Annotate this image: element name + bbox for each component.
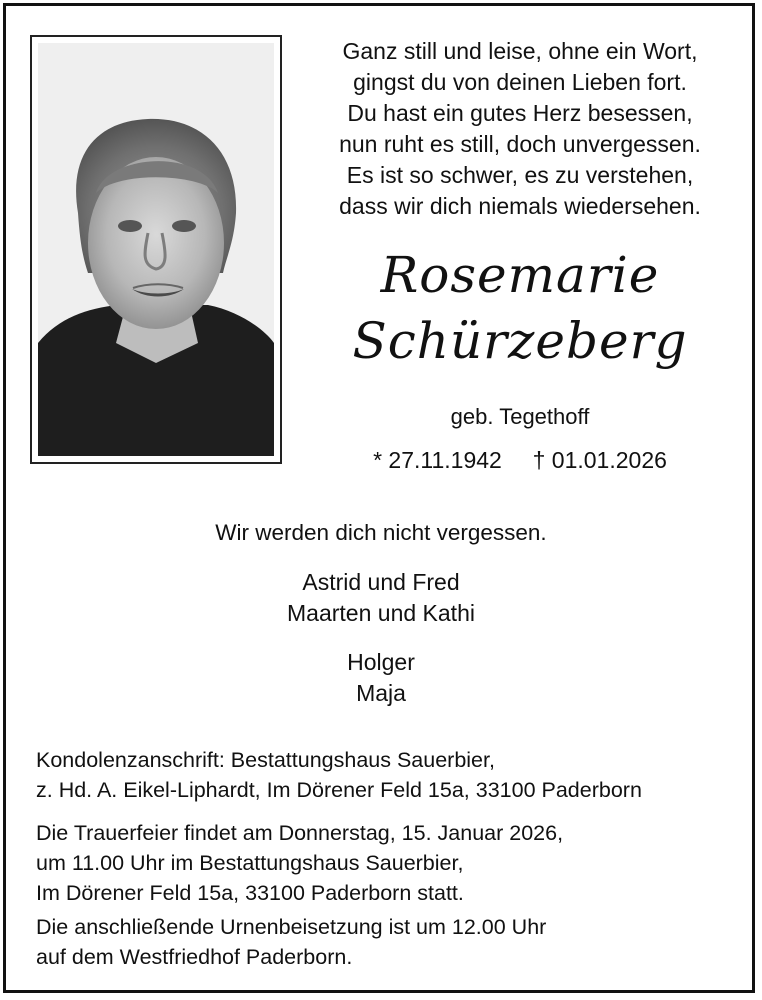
poem-line: dass wir dich niemals wiedersehen. (339, 193, 701, 219)
mourner-name: Astrid und Fred (302, 569, 460, 595)
death-symbol: † (532, 447, 546, 473)
life-dates (300, 447, 740, 474)
info-line: z. Hd. A. Eikel-Liphardt, Im Dörener Feld 15a, 33100 Paderborn (36, 778, 642, 802)
mourner-name: Maarten und Kathi (287, 600, 475, 626)
death-date: 01.01.2026 (551, 447, 667, 473)
poem-line: gingst du von deinen Lieben fort. (353, 69, 687, 95)
memorial-poem (300, 36, 740, 222)
deceased-first-name: Rosemarie (380, 246, 660, 304)
birth-name: geb. Tegethoff (450, 404, 590, 429)
poem-line: Du hast ein gutes Herz besessen, (347, 100, 693, 126)
burial-info (36, 912, 546, 972)
birth-date: 27.11.1942 (388, 447, 502, 473)
poem-line: Es ist so schwer, es zu verstehen, (346, 162, 694, 188)
mourner-name: Holger (347, 649, 415, 675)
portrait-frame (30, 35, 282, 464)
mourners-group-1 (0, 567, 762, 629)
ceremony-info (36, 818, 563, 908)
farewell-line: Wir werden dich nicht vergessen. (215, 520, 547, 545)
birth-symbol: * (373, 447, 383, 473)
info-line: Die anschließende Urnenbeisetzung ist um 12.00 Uhr (36, 915, 547, 939)
info-line: um 11.00 Uhr im Bestattungshaus Sauerbier, (36, 851, 464, 875)
deceased-last-name: Schürzeberg (352, 312, 688, 370)
info-line: Kondolenzanschrift: Bestattungshaus Sauerbier, (36, 748, 495, 772)
portrait-photo (38, 43, 274, 456)
mourners-group-2 (0, 647, 762, 709)
info-line: Im Dörener Feld 15a, 33100 Paderborn statt. (36, 881, 464, 905)
info-line: Die Trauerfeier findet am Donnerstag, 15. Januar 2026, (36, 821, 564, 845)
mourner-name: Maja (356, 680, 406, 706)
info-line: auf dem Westfriedhof Paderborn. (36, 945, 353, 969)
poem-line: nun ruht es still, doch unvergessen. (339, 131, 701, 157)
poem-line: Ganz still und leise, ohne ein Wort, (342, 38, 698, 64)
condolence-address (36, 745, 642, 805)
